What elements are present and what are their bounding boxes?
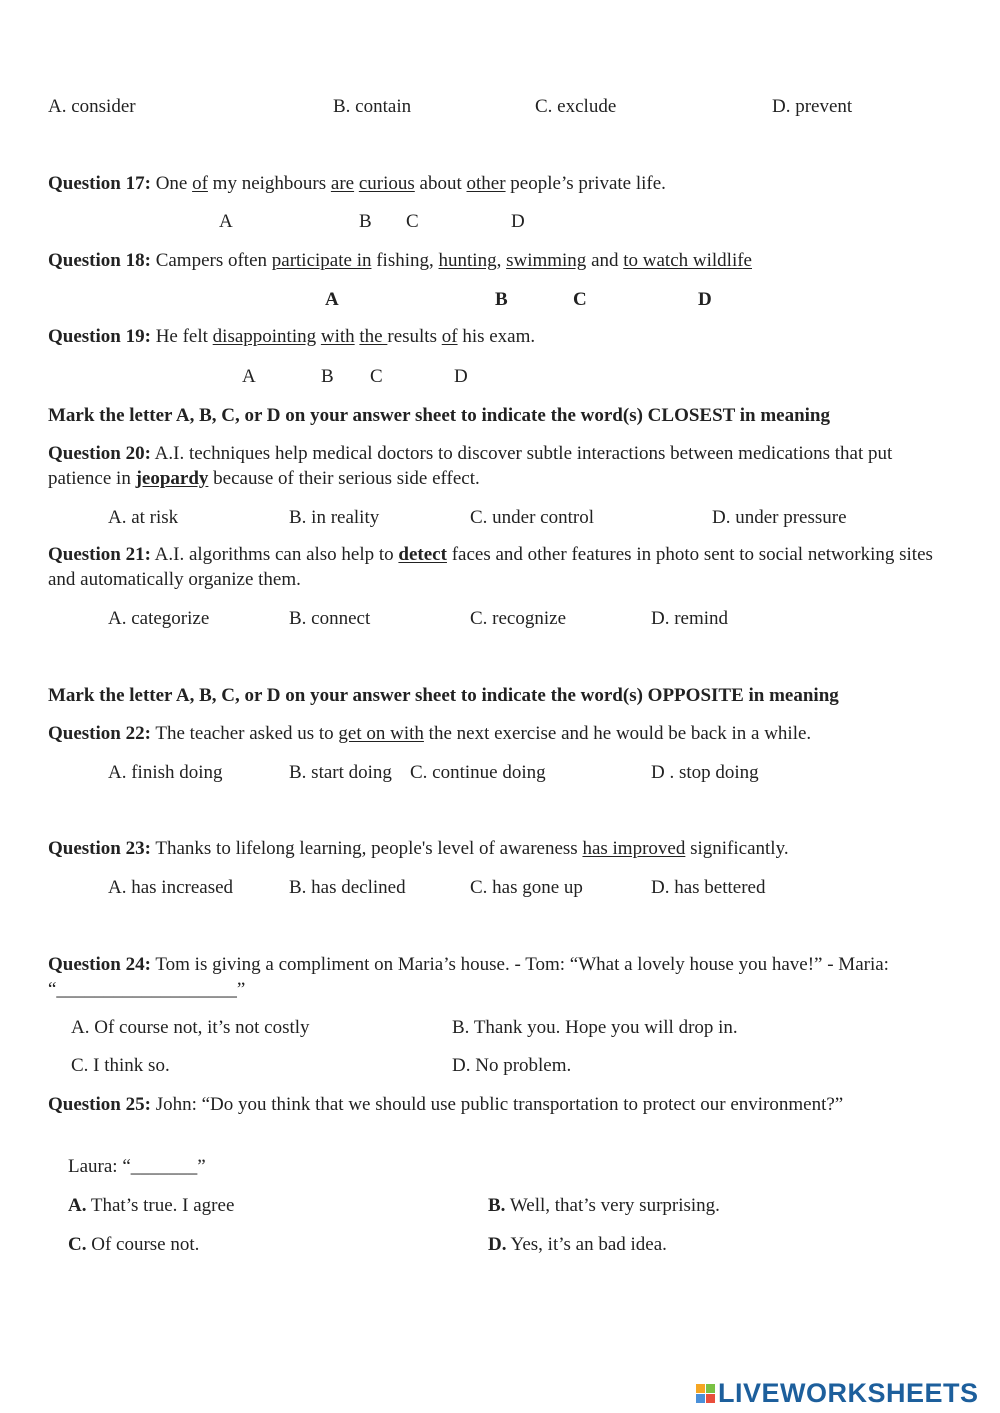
question-label: Question 19:	[48, 326, 151, 347]
liveworksheets-logo	[696, 1378, 979, 1408]
q21-option-a[interactable]: A. categorize	[108, 608, 210, 629]
q17-letter-d[interactable]: D	[511, 211, 525, 232]
text: ”	[197, 1156, 206, 1177]
question-18	[48, 249, 752, 273]
q25-option-c[interactable]	[68, 1233, 199, 1257]
q17-letter-a[interactable]: A	[219, 211, 233, 232]
text: Campers often	[155, 250, 272, 271]
q23-option-a[interactable]: A. has increased	[108, 877, 234, 898]
q20-option-a[interactable]: A. at risk	[108, 507, 179, 528]
text: A.I. techniques help medical doctors to discover subtle interactions between medications that put patience in	[48, 443, 893, 489]
text: results	[387, 326, 442, 347]
question-21	[48, 543, 953, 592]
logo-grid-icon	[696, 1384, 715, 1403]
q25-laura-line	[68, 1155, 206, 1179]
q20-option-d[interactable]: D. under pressure	[712, 507, 847, 528]
underlined-part-d: other	[466, 173, 506, 194]
q25-option-d[interactable]	[488, 1233, 667, 1257]
underlined-part-a: disappointing	[212, 326, 317, 347]
q24-option-a[interactable]: A. Of course not, it’s not costly	[71, 1017, 310, 1038]
question-17	[48, 172, 666, 196]
underlined-phrase: get on with	[338, 723, 424, 744]
q22-option-c[interactable]: C. continue doing	[410, 762, 546, 783]
section-heading-opposite: Mark the letter A, B, C, or D on your answer sheet to indicate the word(s) OPPOSITE in meaning	[48, 685, 839, 706]
underlined-part-c: curious	[358, 173, 415, 194]
text: faces and other features in photo sent to social networking sites and automatically organize them.	[48, 544, 933, 590]
option-letter: B.	[488, 1195, 506, 1216]
question-label: Question 18:	[48, 250, 151, 271]
logo-square	[706, 1394, 715, 1403]
question-label: Question 24:	[48, 954, 151, 975]
q16-option-c[interactable]: C. exclude	[535, 96, 617, 117]
question-19	[48, 325, 535, 349]
q19-letter-b[interactable]: B	[321, 366, 334, 387]
q24-option-c[interactable]: C. I think so.	[71, 1055, 170, 1076]
q23-option-c[interactable]: C. has gone up	[470, 877, 583, 898]
q17-letter-b[interactable]: B	[359, 211, 372, 232]
underlined-phrase: has improved	[582, 838, 686, 859]
text: ,	[496, 250, 507, 271]
logo-square	[696, 1394, 705, 1403]
key-word: jeopardy	[135, 467, 209, 489]
q23-option-b[interactable]: B. has declined	[289, 877, 406, 898]
q21-option-b[interactable]: B. connect	[289, 608, 371, 629]
text: his exam.	[457, 326, 536, 347]
text: fishing,	[371, 250, 439, 271]
q19-letter-d[interactable]: D	[454, 366, 468, 387]
text: significantly.	[685, 838, 789, 859]
option-text: Well, that’s very surprising.	[505, 1195, 720, 1216]
question-23	[48, 837, 789, 861]
option-letter: A.	[68, 1195, 87, 1216]
text: and	[586, 250, 624, 271]
text: the next exercise and he would be back in a while.	[423, 723, 812, 744]
q19-letter-c[interactable]: C	[370, 366, 383, 387]
underlined-part-c: swimming	[506, 250, 587, 271]
q17-letter-c[interactable]: C	[406, 211, 419, 232]
option-letter: C.	[68, 1234, 87, 1255]
text: John: “Do you think that we should use public transportation to protect our environment?”	[155, 1094, 844, 1115]
q22-option-a[interactable]: A. finish doing	[108, 762, 223, 783]
q18-letter-d[interactable]: D	[698, 289, 712, 310]
q20-option-b[interactable]: B. in reality	[289, 507, 380, 528]
q21-option-c[interactable]: C. recognize	[470, 608, 567, 629]
option-letter: D.	[488, 1234, 507, 1255]
question-label: Question 23:	[48, 838, 151, 859]
question-label: Question 22:	[48, 723, 151, 744]
q18-letter-a[interactable]: A	[325, 289, 339, 310]
q24-option-d[interactable]: D. No problem.	[452, 1055, 572, 1076]
underlined-part-b: are	[330, 173, 355, 194]
underlined-part-d: to watch wildlife	[623, 250, 752, 271]
underlined-part-a: participate in	[271, 250, 372, 271]
q20-option-c[interactable]: C. under control	[470, 507, 595, 528]
question-24	[48, 953, 953, 1002]
option-text: Yes, it’s an bad idea.	[506, 1234, 667, 1255]
logo-square	[696, 1384, 705, 1393]
logo-square	[706, 1384, 715, 1393]
question-label: Question 20:	[48, 443, 151, 464]
q19-letter-a[interactable]: A	[242, 366, 256, 387]
underlined-part-b: with	[320, 326, 355, 347]
text: A.I. algorithms can also help to	[154, 544, 399, 565]
key-word: detect	[398, 544, 447, 565]
q25-option-b[interactable]	[488, 1194, 720, 1218]
underlined-part-d: of	[441, 326, 458, 347]
q25-option-a[interactable]	[68, 1194, 234, 1218]
question-20	[48, 442, 953, 491]
logo-text: LIVEWORKSHEETS	[718, 1377, 979, 1408]
text: my neighbours	[207, 173, 331, 194]
answer-blank[interactable]: _______	[130, 1156, 198, 1177]
q22-option-b[interactable]: B. start doing	[289, 762, 392, 783]
option-text: That’s true. I agree	[86, 1195, 235, 1216]
q16-option-d[interactable]: D. prevent	[772, 96, 853, 117]
q22-option-d[interactable]: D . stop doing	[651, 762, 759, 783]
question-label: Question 25:	[48, 1094, 151, 1115]
text: The teacher asked us to	[155, 723, 339, 744]
text: people’s private life.	[505, 173, 666, 194]
option-text: Of course not.	[86, 1234, 200, 1255]
text: One	[155, 173, 193, 194]
text: because of their serious side effect.	[208, 467, 480, 489]
underlined-part-b: hunting	[438, 250, 497, 271]
q16-option-b[interactable]: B. contain	[333, 96, 412, 117]
section-heading-closest: Mark the letter A, B, C, or D on your answer sheet to indicate the word(s) CLOSEST in meaning	[48, 405, 830, 426]
q18-letter-c[interactable]: C	[573, 289, 587, 310]
text: Tom is giving a compliment on Maria’s house. - Tom: “What a lovely house you have!” - Maria: “___________________”	[48, 954, 889, 1000]
question-25	[48, 1093, 860, 1118]
q24-option-b[interactable]: B. Thank you. Hope you will drop in.	[452, 1017, 738, 1038]
text: He felt	[155, 326, 213, 347]
question-22	[48, 722, 811, 746]
q18-letter-b[interactable]: B	[495, 289, 508, 310]
text: about	[414, 173, 467, 194]
question-label: Question 21:	[48, 544, 151, 565]
underlined-part-c: the	[359, 326, 388, 347]
text: Thanks to lifelong learning, people's level of awareness	[155, 838, 583, 859]
q23-option-d[interactable]: D. has bettered	[651, 877, 766, 898]
underlined-part-a: of	[192, 173, 208, 194]
text: Laura: “	[68, 1156, 131, 1177]
question-label: Question 17:	[48, 173, 151, 194]
q16-option-a[interactable]: A. consider	[48, 96, 136, 117]
q21-option-d[interactable]: D. remind	[651, 608, 729, 629]
